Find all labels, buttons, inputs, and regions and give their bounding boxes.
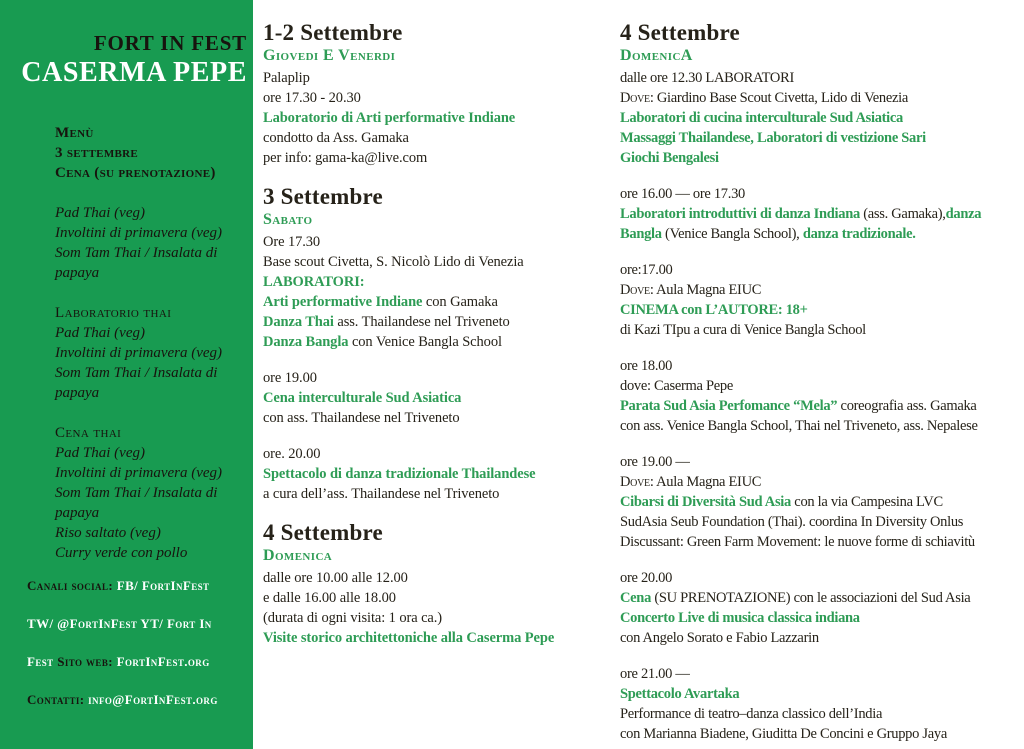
text-segment: Cena xyxy=(620,590,652,606)
event-line xyxy=(620,300,1020,320)
text-segment: Visite storico architettoniche alla Caserma Pepe xyxy=(263,630,555,646)
menu-item: Pad Thai (veg) xyxy=(55,325,145,341)
text-segment: Canali social: xyxy=(27,578,114,593)
menu-item: papaya xyxy=(55,265,100,281)
text-segment: FB/ FortInFest xyxy=(113,578,210,593)
event-block xyxy=(263,520,610,648)
text-segment: ore. 20.00 xyxy=(263,446,321,462)
text-segment: SudAsia Seub Foundation (Thai). coordina In Diversity Onlus xyxy=(620,514,964,530)
menu-item: papaya xyxy=(55,505,100,521)
event-line xyxy=(620,532,1020,552)
event-line xyxy=(620,356,1020,376)
event-block xyxy=(620,20,1020,168)
menu-header-line: 3 settembre xyxy=(55,145,139,161)
text-segment: Cibarsi di Diversità Sud Asia xyxy=(620,494,791,510)
menu-header-line: Menù xyxy=(55,125,94,141)
text-segment: Performance di teatro–danza classico dell’India xyxy=(620,706,883,722)
social-line xyxy=(27,605,249,643)
event-date-heading: 3 Settembre xyxy=(263,184,383,209)
event-block xyxy=(620,260,1020,340)
event-line xyxy=(263,628,610,648)
event-line xyxy=(620,184,1020,204)
event-block xyxy=(620,184,1020,244)
event-line xyxy=(263,108,610,128)
text-segment: Discussant: Green Farm Movement: le nuove forme di schiavitù xyxy=(620,534,975,550)
text-segment: Contatti: xyxy=(27,692,89,707)
event-line xyxy=(620,376,1020,396)
event-date-heading: 1-2 Settembre xyxy=(263,20,403,45)
event-line xyxy=(620,396,1020,416)
events-column-right xyxy=(610,0,1024,749)
event-line xyxy=(620,68,1020,88)
text-segment: con Marianna Biadene, Giuditta De Concini e Gruppo Jaya xyxy=(620,726,947,742)
text-segment: a cura dell’ass. Thailandese nel Triveneto xyxy=(263,486,500,502)
menu-item: Involtini di primavera (veg) xyxy=(55,225,223,241)
menu-item: Involtini di primavera (veg) xyxy=(55,345,223,361)
text-segment: Aula Magna EIUC xyxy=(653,474,762,490)
menu-item: Pad Thai (veg) xyxy=(55,205,145,221)
event-date-heading: 4 Settembre xyxy=(620,20,740,45)
text-segment: (ass. Gamaka), xyxy=(859,206,946,222)
event-block xyxy=(263,20,610,168)
text-segment: Bangla xyxy=(620,226,662,242)
event-line xyxy=(620,280,1020,300)
social-links xyxy=(27,567,249,719)
text-segment: ore 17.30 - 20.30 xyxy=(263,90,361,106)
text-segment: Laboratori introduttivi di danza Indiana xyxy=(620,206,860,222)
event-line xyxy=(620,684,1020,704)
event-block xyxy=(620,568,1020,648)
text-segment: Giardino Base Scout Civetta, Lido di Venezia xyxy=(653,90,908,106)
text-segment: ore 18.00 xyxy=(620,358,673,374)
event-line xyxy=(620,416,1020,436)
events-column-middle xyxy=(253,0,610,749)
event-day-label: Giovedi E Venerdi xyxy=(263,47,396,64)
menu-item: Curry verde con pollo xyxy=(55,545,188,561)
event-line xyxy=(620,320,1020,340)
text-segment: dalle ore 12.30 LABORATORI xyxy=(620,70,794,86)
text-segment: Fest xyxy=(27,654,58,669)
text-segment: CINEMA con L’AUTORE: 18+ xyxy=(620,302,808,318)
text-segment: Danza Bangla xyxy=(263,334,349,350)
menu-section xyxy=(55,303,245,403)
event-block xyxy=(263,368,610,428)
text-segment: Ore 17.30 xyxy=(263,234,321,250)
event-block xyxy=(620,664,1020,744)
fest-title: FORT IN FEST xyxy=(93,31,247,55)
event-line xyxy=(263,368,610,388)
event-line xyxy=(263,312,610,332)
event-line xyxy=(263,408,610,428)
text-segment: dove: Caserma Pepe xyxy=(620,378,733,394)
text-segment: Cena interculturale Sud Asiatica xyxy=(263,390,462,406)
event-line xyxy=(620,108,1020,128)
event-line xyxy=(620,452,1020,472)
event-line xyxy=(620,260,1020,280)
menu-section xyxy=(55,203,245,283)
text-segment: Palaplip xyxy=(263,70,310,86)
text-segment: FortInFest.org xyxy=(112,654,210,669)
event-date-heading: 4 Settembre xyxy=(263,520,383,545)
menu-section-heading: Laboratorio thai xyxy=(55,305,172,321)
text-segment: con ass. Venice Bangla School, Thai nel Triveneto, ass. Nepalese xyxy=(620,418,978,434)
event-line xyxy=(263,232,610,252)
text-segment: coreografia ass. Gamaka xyxy=(837,398,977,414)
social-line xyxy=(27,643,249,681)
event-line xyxy=(263,388,610,408)
menu-section-heading: Cena thai xyxy=(55,425,122,441)
event-line xyxy=(263,128,610,148)
event-day-label: DomenicA xyxy=(620,47,693,64)
text-segment: ore 19.00 — xyxy=(620,454,690,470)
text-segment: danza tradizionale. xyxy=(802,226,916,242)
social-line xyxy=(27,681,249,719)
text-segment: ore:17.00 xyxy=(620,262,673,278)
text-segment: Spettacolo Avartaka xyxy=(620,686,740,702)
event-line xyxy=(620,512,1020,532)
event-line xyxy=(620,148,1020,168)
menu-item: Som Tam Thai / Insalata di xyxy=(55,485,218,501)
event-day-label: Sabato xyxy=(263,211,313,228)
event-line xyxy=(620,664,1020,684)
text-segment: Spettacolo di danza tradizionale Thailandese xyxy=(263,466,536,482)
text-segment: info@FortInFest.org xyxy=(88,692,218,707)
event-line xyxy=(263,68,610,88)
text-segment: LABORATORI: xyxy=(263,274,365,290)
text-segment: danza xyxy=(945,206,982,222)
menu-item: Som Tam Thai / Insalata di xyxy=(55,245,218,261)
menu-header-line: Cena (su prenotazione) xyxy=(55,165,216,181)
menu xyxy=(55,123,245,563)
text-segment: TW/ @FortInFest YT/ Fort In xyxy=(27,616,212,631)
event-line xyxy=(263,444,610,464)
event-line xyxy=(263,292,610,312)
text-segment: (SU PRENOTAZIONE) con le associazioni del Sud Asia xyxy=(651,590,971,606)
text-segment: con la via Campesina LVC xyxy=(790,494,943,510)
text-segment: Base scout Civetta, S. Nicolò Lido di Venezia xyxy=(263,254,524,270)
text-segment: Laboratori di cucina interculturale Sud Asiatica xyxy=(620,110,903,126)
event-line xyxy=(263,588,610,608)
social-line xyxy=(27,567,249,605)
event-line xyxy=(263,148,610,168)
text-segment: Dove: xyxy=(620,282,654,298)
event-line xyxy=(620,224,1020,244)
event-line xyxy=(620,492,1020,512)
text-segment: per info: gama-ka@live.com xyxy=(263,150,428,166)
text-segment: ore 21.00 — xyxy=(620,666,690,682)
menu-item: Som Tam Thai / Insalata di xyxy=(55,365,218,381)
text-segment: con Angelo Sorato e Fabio Lazzarin xyxy=(620,630,819,646)
event-line xyxy=(620,724,1020,744)
event-line xyxy=(620,704,1020,724)
text-segment: Aula Magna EIUC xyxy=(653,282,762,298)
event-line xyxy=(263,568,610,588)
text-segment: (Venice Bangla School), xyxy=(661,226,803,242)
menu-item: papaya xyxy=(55,385,100,401)
event-line xyxy=(263,252,610,272)
event-line xyxy=(263,608,610,628)
venue-title: CASERMA PEPE xyxy=(21,57,247,88)
event-block xyxy=(263,184,610,352)
sidebar xyxy=(0,0,253,749)
text-segment: con Gamaka xyxy=(422,294,498,310)
event-block xyxy=(620,356,1020,436)
event-line xyxy=(620,608,1020,628)
menu-section xyxy=(55,423,245,563)
text-segment: Sito web: xyxy=(57,654,113,669)
event-line xyxy=(620,128,1020,148)
title-block xyxy=(0,30,253,89)
text-segment: con Venice Bangla School xyxy=(348,334,502,350)
text-segment: ass. Thailandese nel Triveneto xyxy=(333,314,510,330)
event-line xyxy=(620,88,1020,108)
event-line xyxy=(620,472,1020,492)
text-segment: Massaggi Thailandese, Laboratori di vestizione Sari xyxy=(620,130,926,146)
text-segment: Dove: xyxy=(620,474,654,490)
schedule-area xyxy=(253,0,1024,749)
event-line xyxy=(620,588,1020,608)
event-line xyxy=(620,568,1020,588)
event-line xyxy=(263,464,610,484)
text-segment: Dove: xyxy=(620,90,654,106)
text-segment: Laboratorio di Arti performative Indiane xyxy=(263,110,516,126)
event-line xyxy=(620,628,1020,648)
event-block xyxy=(620,452,1020,552)
menu-item: Involtini di primavera (veg) xyxy=(55,465,223,481)
menu-item: Riso saltato (veg) xyxy=(55,525,161,541)
text-segment: ore 20.00 xyxy=(620,570,673,586)
text-segment: e dalle 16.00 alle 18.00 xyxy=(263,590,396,606)
text-segment: ore 19.00 xyxy=(263,370,317,386)
text-segment: condotto da Ass. Gamaka xyxy=(263,130,409,146)
text-segment: di Kazi TIpu a cura di Venice Bangla School xyxy=(620,322,866,338)
text-segment: Arti performative Indiane xyxy=(263,294,423,310)
event-line xyxy=(263,88,610,108)
text-segment: con ass. Thailandese nel Triveneto xyxy=(263,410,460,426)
text-segment: dalle ore 10.00 alle 12.00 xyxy=(263,570,408,586)
event-line xyxy=(620,204,1020,224)
menu-item: Pad Thai (veg) xyxy=(55,445,145,461)
text-segment: Danza Thai xyxy=(263,314,334,330)
event-day-label: Domenica xyxy=(263,547,333,564)
text-segment: Parata Sud Asia Perfomance “Mela” xyxy=(620,398,838,414)
text-segment: (durata di ogni visita: 1 ora ca.) xyxy=(263,610,442,626)
event-line xyxy=(263,484,610,504)
text-segment: Giochi Bengalesi xyxy=(620,150,719,166)
event-block xyxy=(263,444,610,504)
event-line xyxy=(263,332,610,352)
text-segment: Concerto Live di musica classica indiana xyxy=(620,610,860,626)
text-segment: ore 16.00 — ore 17.30 xyxy=(620,186,745,202)
event-line xyxy=(263,272,610,292)
